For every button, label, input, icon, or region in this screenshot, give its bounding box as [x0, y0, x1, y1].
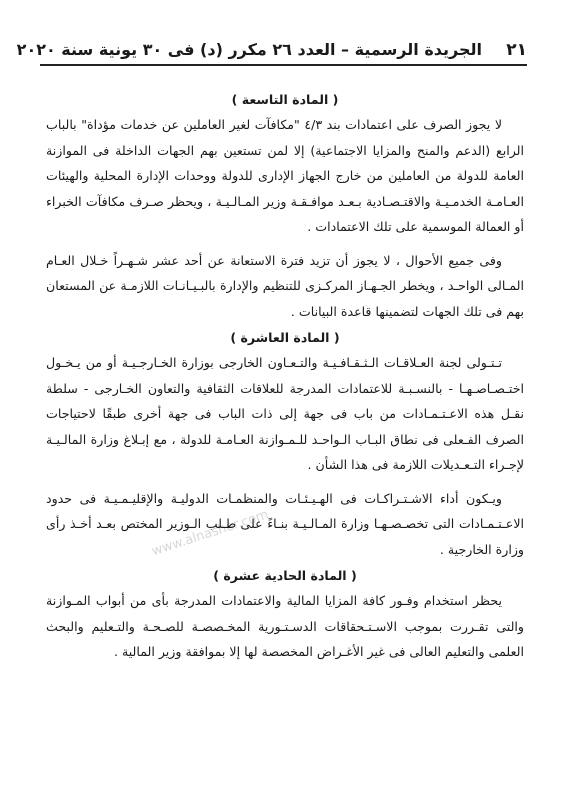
article-paragraph: تـتـولى لجنة العـلاقـات الـثـقـافـيـة والتـعـاون الخارجى بوزارة الخـارجـيـة أو من يـخـول اختـصـاصـهـا - بالنسـبـة للاعتمادات المدرجة للعلاقات الثقافية والتعاون الخـارجى - سلطة نقـل هذه الاعـتـمـادات من باب فى جهة إلى ذات الباب فى جهة أخرى طبقًا لاحتياجات الصرف الفـعلى فى نطاق البـاب الـواحـد للـمـوازنة العـامـة للدولة ، مع إبـلاغ وزارة المالـيـة لإجـراء التـعـديلات اللازمة فى هذا الشأن .	[46, 355, 524, 472]
article-heading: ( المادة العاشرة )	[230, 330, 340, 345]
article-10	[46, 326, 524, 562]
document-body	[46, 88, 524, 673]
article-11	[46, 564, 524, 665]
page-number: ٢١	[506, 40, 527, 60]
page-header	[16, 34, 527, 66]
article-heading: ( المادة التاسعة )	[231, 92, 339, 107]
article-paragraph: لا يجوز الصرف على اعتمادات بند ٤/٣ "مكافآت لغير العاملين عن خدمات مؤداة" بالباب الرابع (الدعم والمنح والمزايا الاجتماعية) إلا لمن تستعين بهم الجهات الداخلة فى الموازنة العامة للدولة من العاملين من خارج الجهاز الإدارى للدولة ووحدات الإدارة المحلية والهيئات العـامـة الخدمـيـة والاقتـصـادية بـعـد موافـقـة وزير المـالـيـة ، ويحظر صـرف مكافآت الخبراء أو العمالة الموسمية على تلك الاعتمادات .	[46, 117, 524, 234]
watermark-url: www.alnasher.com	[150, 507, 271, 560]
article-paragraph: وفى جميع الأحوال ، لا يجوز أن تزيد فترة الاستعانة عن أحد عشر شـهـراً خـلال العـام المـالى الواحـد ، ويخطر الجـهـاز المركـزى للتنظيم والإدارة بالبـيـانـات اللازمـة عن المستعان بهم فى تلك الجهات لتضمينها قاعدة البيانات .	[46, 252, 524, 319]
article-heading: ( المادة الحادية عشرة )	[213, 568, 357, 583]
article-paragraph: ويـكون أداء الاشـتـراكـات فى الهـيـئـات والمنظمـات الدوليـة والإقليـمـيـة فى حدود الاعـتـمـادات التى تخصـصـهـا وزارة المـالـيـة بنـاءً على طـلب الـوزير المختص بعـد أخـذ رأى وزارة الخارجية .	[46, 490, 524, 557]
article-paragraph: يحظر استخدام وفـور كافة المزايا المالية والاعتمادات المدرجة بأى من أبواب المـوازنة والتى تقـررت بموجب الاسـتـحقاقات الدسـتـورية المخـصصـة للصـحـة والتـعليم والبحث العلمى والتعليم العالى فى غير الأغـراض المخصصة لها إلا بموافقة وزير المالية .	[46, 593, 524, 659]
gazette-title: الجريدة الرسمية – العدد ٢٦ مكرر (د) فى ٣٠ يونية سنة ٢٠٢٠	[16, 40, 482, 59]
article-9	[46, 88, 524, 324]
